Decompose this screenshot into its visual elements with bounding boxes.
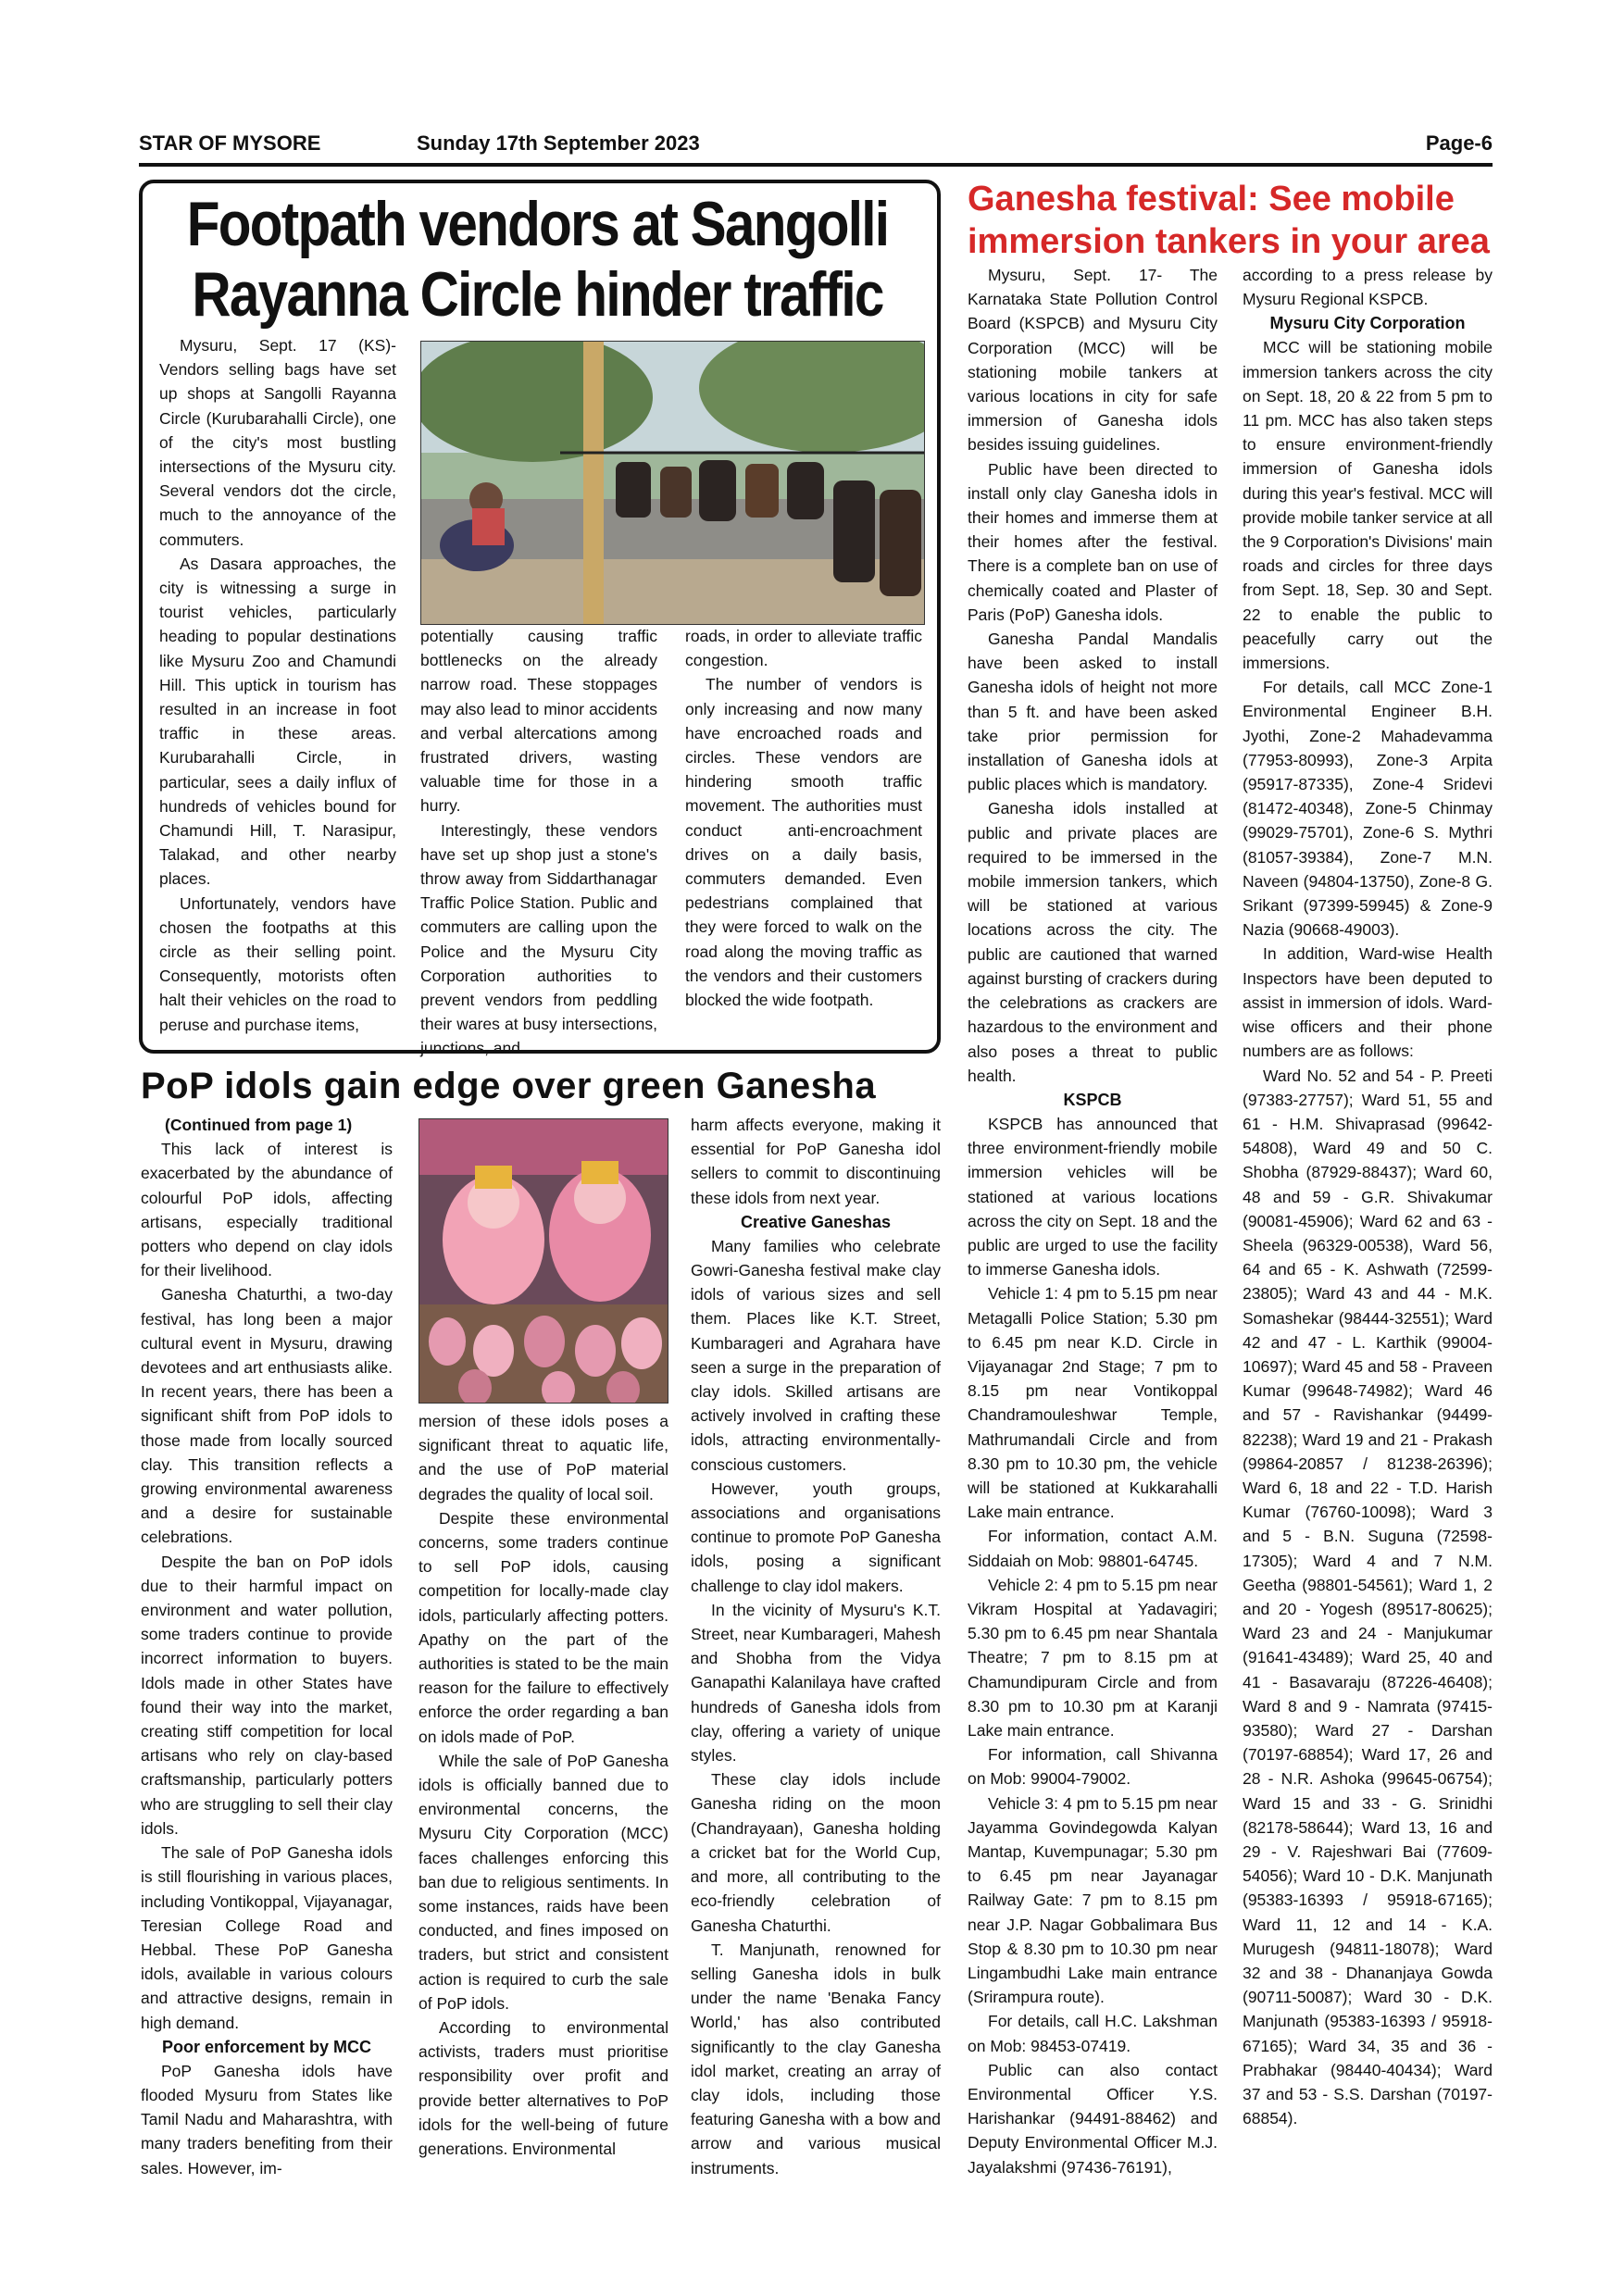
paragraph: Mysuru, Sept. 17 (KS)- Vendors selling bags have set up shops at Sangolli Rayanna Circle (Kurubarahalli Circle), one of the city's most bustling intersections of the Mysuru city. Several vendors dot the circle, much to the annoyance of the commuters. (159, 336, 396, 549)
paragraph: For information, contact A.M. Siddaiah on Mob: 98801-64745. (968, 1527, 1218, 1570)
paragraph: Mysuru, Sept. 17- The Karnataka State Pollution Control Board (KSPCB) and Mysuru City Corporation (MCC) will be stationing mobile tankers at various locations in city for safe immersion of Ganesha idols besides issuing guidelines. (968, 266, 1218, 455)
paragraph: Ward No. 52 and 54 - P. Preeti (97383-27757); Ward 51, 55 and 61 - H.M. Shivaprasad (99642-54808), Ward 49 and 50 C. Shobha (87929-88437); Ward 60, 48 and 59 - G.R. Shivakumar (90081-45906); Ward 62 and 63 - Sheela (96329-00538), Ward 56, 64 and 65 - K. Ashwath (72599-23805); Ward 43 and 44 - M.K. Somashekar (98444-32551); Ward 42 and 47 - L. Karthik (99004-10697); Ward 45 and 58 - Praveen Kumar (99648-74982); Ward 46 and 57 - Ravishankar (94499-82238); Ward 19 and 21 - Prakash (99864-20857 / 81238-26396); Ward 6, 18 and 22 - T.D. Harish Kumar (76760-10098); Ward 3 and 5 - B.N. Suguna (72598-17305); Ward 4 and 7 N.M. Geetha (98801-54561); Ward 1, 2 and 20 - Yogesh (89517-80625); Ward 23 and 24 - Manjukumar (91641-43489); Ward 25, 40 and 41 - Basavaraju (87226-46408); Ward 8 and 9 - Namrata (97415-93580); Ward 27 - Darshan (70197-68854); Ward 17, 26 and 28 - N.R. Ashoka (99645-06754); Ward 15 and 33 - G. Srinidhi (82178-58644); Ward 13, 16 and 29 - V. Rajeshwari Bai (77609-54056); Ward 10 - D.K. Manjunath (95383-16393 / 95918-67165); Ward 11, 12 and 14 - K.A. Murugesh (94811-18078); Ward 32 and 38 - Dhananjaya Gowda (90711-50087); Ward 30 - D.K. Manjunath (95383-16393 / 95918-67165); Ward 34, 35 and 36 - Prabhakar (98440-40434); Ward 37 and 53 - S.S. Darshan (70197-68854). (1243, 1066, 1493, 2128)
page-number: Page-6 (1425, 131, 1493, 155)
paragraph: Ganesha Pandal Mandalis have been asked to install Ganesha idols of height not more than 5 ft. and have been asked take prior permission for installation of Ganesha idols at public places which is mandatory. (968, 630, 1218, 794)
paragraph: Vehicle 1: 4 pm to 5.15 pm near Metagalli Police Station; 5.30 pm to 6.45 pm near K.D. Circle in Vijayanagar 2nd Stage; 7 pm to 8.15 pm near Vontikoppal Chandramouleshwar Temple, Mathrumandali Circle and from 8.30 pm to 10.30 pm, the vehicle will be stationed at Kukkarahalli Lake main entrance. (968, 1284, 1218, 1522)
paragraph: In addition, Ward-wise Health Inspectors have been deputed to assist in immersion of idols. Ward-wise officers and their phone numbers are as follows: (1243, 944, 1493, 1061)
paragraph: harm affects everyone, making it essential for PoP Ganesha idol sellers to commit to discontinuing these idols from next year. (691, 1116, 941, 1207)
headline-pop-idols: PoP idols gain edge over green Ganesha (141, 1066, 877, 1106)
paragraph: Despite the ban on PoP idols due to their harmful impact on environment and water pollution, some traders continue to provide incorrect information to buyers. Idols made in other States have found their way into the market, creating stiff competition for local artisans who rely on clay-based craftsmanship, particularly potters who are struggling to sell their clay idols. (141, 1552, 393, 1838)
issue-date: Sunday 17th September 2023 (417, 131, 700, 155)
headline-ganesha-festival-line1: Ganesha festival: See mobile (968, 180, 1455, 218)
paragraph: T. Manjunath, renowned for selling Ganesha idols in bulk under the name 'Benaka Fancy World,' has also contributed significantly to the clay Ganesha idol market, creating an array of clay idols, including those featuring Ganesha with a bow and arrow and various musical instruments. (691, 1940, 941, 2177)
article-footpath-col2 (420, 624, 657, 1061)
paragraph: potentially causing traffic bottlenecks on the already narrow road. These stoppages may also lead to minor accidents and verbal altercations among frustrated drivers, wasting valuable time for those in a hurry. (420, 627, 657, 816)
headline-ganesha-festival-line2: immersion tankers in your area (968, 222, 1490, 261)
subheading-mysuru-city-corporation: Mysuru City Corporation (1269, 314, 1466, 333)
paragraph: While the sale of PoP Ganesha idols is officially banned due to environmental concerns, the Mysuru City Corporation (MCC) faces challenges enforcing this ban due to religious sentiments. In some instances, raids have been conducted, and fines imposed on traders, but strict and consistent action is required to curb the sale of PoP idols. (418, 1751, 668, 2013)
paragraph: Vehicle 2: 4 pm to 5.15 pm near Vikram Hospital at Yadavagiri; 5.30 pm to 6.45 pm near Shantala Theatre; 7 pm to 8.15 pm at Chamundipuram Circle and from 8.30 pm to 10.30 pm at Karanji Lake main entrance. (968, 1575, 1218, 1740)
article-ganesha-col2 (1243, 263, 1493, 2130)
paragraph: For details, call MCC Zone-1 Environmental Engineer B.H. Jyothi, Zone-2 Mahadevamma (77953-80993), Zone-3 Arpita (95917-87335), Zone-4 Sridevi (81472-40348), Zone-5 Chinmay (99029-75701), Zone-6 S. Mythri (81057-39384), Zone-7 M.N. Naveen (94804-13750), Zone-8 G. Srikant (97399-59945) & Zone-9 Nazia (90668-49003). (1243, 678, 1493, 940)
masthead-rule (139, 163, 1493, 167)
paragraph: Ganesha idols installed at public and private places are required to be immersed in the mobile immersion tankers, which will be stationed at various locations across the city. The public are cautioned that warned against bursting of crackers during the celebrations as crackers are hazardous to the environment and also poses a threat to public health. (968, 799, 1218, 1085)
headline-footpath-line2: Rayanna Circle hinder traffic (192, 259, 883, 330)
paragraph: Interestingly, these vendors have set up shop just a stone's throw away from Siddarthanagar Traffic Police Station. Public and commuters are calling upon the Police and the Mysuru City Corporation authorities to prevent vendors from peddling their wares at busy intersections, junctions, and (420, 820, 657, 1058)
photo-ganesha-idols (418, 1118, 668, 1404)
paragraph: Many families who celebrate Gowri-Ganesha festival make clay idols of various sizes and sell them. Places like K.T. Street, Kumbarageri and Agrahara have seen a surge in the preparation of clay idols. Skilled artisans are actively involved in crafting these idols, attracting environmentally-conscious customers. (691, 1236, 941, 1474)
paragraph: This lack of interest is exacerbated by the abundance of colourful PoP idols, affecting artisans, especially traditional potters who depend on clay idols for their livelihood. (141, 1140, 393, 1280)
article-footpath-col1 (159, 333, 396, 1037)
paragraph: These clay idols include Ganesha riding on the moon (Chandrayaan), Ganesha holding a cricket bat for the World Cup, and more, all contributing to the eco-friendly celebration of Ganesha Chaturthi. (691, 1770, 941, 1935)
paragraph: For information, call Shivanna on Mob: 99004-79002. (968, 1745, 1218, 1789)
paragraph: Public have been directed to install only clay Ganesha idols in their homes and immerse them at their homes after the festival. There is a complete ban on use of chemically coated and Plaster of Paris (PoP) Ganesha idols. (968, 459, 1218, 624)
paragraph: Unfortunately, vendors have chosen the footpaths at this circle as their selling point. Consequently, motorists often halt their vehicles on the road to peruse and purchase items, (159, 893, 396, 1034)
continued-note: (Continued from page 1) (165, 1116, 353, 1134)
headline-footpath-line1: Footpath vendors at Sangolli (186, 189, 889, 259)
paragraph: KSPCB has announced that three environment-friendly mobile immersion vehicles will be stationed at various locations across the city on Sept. 18 and the public are urged to use the facility to immerse Ganesha idols. (968, 1114, 1218, 1279)
paragraph: MCC will be stationing mobile immersion tankers across the city on Sept. 18, 20 & 22 from 5 pm to 11 pm. MCC has also taken steps to ensure environment-friendly immersion of Ganesha idols during this year's festival. MCC will provide mobile tanker service at all the 9 Corporation's Divisions' main roads and circles for three days from Sept. 18, Sep. 30 and Sept. 22 to enable the public to peacefully carry out the immersions. (1243, 338, 1493, 673)
paper-name: STAR OF MYSORE (139, 131, 321, 155)
article-ganesha-col1 (968, 263, 1218, 2179)
paragraph: Despite these environmental concerns, some traders continue to sell PoP idols, causing competition for locally-made clay idols, particularly affecting potters. Apathy on the part of the authorities is stated to be the main reason for the failure to effectively enforce the order regarding a ban on idols made of PoP. (418, 1508, 668, 1746)
subheading-kspcb: KSPCB (1063, 1090, 1122, 1109)
paragraph: mersion of these idols poses a significant threat to aquatic life, and the use of PoP material degrades the quality of local soil. (418, 1412, 668, 1504)
paragraph: However, youth groups, associations and organisations continue to promote PoP Ganesha idols, posing a significant challenge to clay idol makers. (691, 1479, 941, 1595)
paragraph: Vehicle 3: 4 pm to 5.15 pm near Jayamma Govindegowda Kalyan Mantap, Kuvempunagar; 5.30 pm to 6.45 pm near Jayanagar Railway Gate: 7 pm to 8.15 pm near J.P. Nagar Gobbalimara Bus Stop & 8.30 pm to 10.30 pm near Lingambudhi Lake main entrance (Srirampura route). (968, 1793, 1218, 2007)
article-footpath-col3 (685, 624, 922, 1012)
paragraph: As Dasara approaches, the city is witnessing a surge in tourist vehicles, particularly heading to popular destinations like Mysuru Zoo and Chamundi Hill. This uptick in tourism has resulted in an increase in foot traffic in these areas. Kurubarahalli Circle, in particular, sees a daily influx of hundreds of vehicles bound for Chamundi Hill, T. Narasipur, Talakad, and other nearby places. (159, 554, 396, 889)
paragraph: according to a press release by Mysuru Regional KSPCB. (1243, 266, 1493, 309)
article-pop-col3 (691, 1113, 941, 2180)
article-pop-col2 (418, 1409, 668, 2161)
article-pop-col1 (141, 1113, 393, 2180)
photo-bags-vendor (420, 341, 925, 625)
paragraph: In the vicinity of Mysuru's K.T. Street, near Kumbarageri, Mahesh and Shobha from the Vidya Ganapathi Kalanilaya have crafted hundreds of Ganesha idols from clay, offering a variety of unique styles. (691, 1600, 941, 1766)
subheading-poor-enforcement: Poor enforcement by MCC (161, 2037, 372, 2056)
paragraph: The sale of PoP Ganesha idols is still flourishing in various places, including Vontikoppal, Vijayanagar, Teresian College Road and Hebbal. These PoP Ganesha idols, available in various colours and attractive designs, remain in high demand. (141, 1843, 393, 2032)
paragraph: Ganesha Chaturthi, a two-day festival, has long been a major cultural event in Mysuru, drawing devotees and art enthusiasts alike. In recent years, there has been a significant shift from PoP idols to those made from locally sourced clay. This transition reflects a growing environmental awareness and a desire for sustainable celebrations. (141, 1285, 393, 1547)
paragraph: For details, call H.C. Lakshman on Mob: 98453-07419. (968, 2012, 1218, 2055)
paragraph: The number of vendors is only increasing and now many have encroached roads and circles. These vendors are hindering smooth traffic movement. The authorities must conduct anti-encroachment drives on a daily basis, commuters demanded. Even pedestrians complained that they were forced to walk on the road along the moving traffic as the vendors and their customers blocked the wide footpath. (685, 675, 922, 1010)
paragraph: roads, in order to alleviate traffic congestion. (685, 627, 922, 670)
subheading-creative-ganeshas: Creative Ganeshas (740, 1212, 892, 1231)
paragraph: PoP Ganesha idols have flooded Mysuru from States like Tamil Nadu and Maharashtra, with many traders benefiting from their sales. However, im- (141, 2061, 393, 2177)
masthead (139, 131, 1493, 165)
paragraph: According to environmental activists, traders must prioritise responsibility over profit and provide better alternatives to PoP idols for the well-being of future generations. Environmental (418, 2018, 668, 2159)
paragraph: Public can also contact Environmental Officer Y.S. Harishankar (94491-88462) and Deputy Environmental Officer M.J. Jayalakshmi (97436-76191), (968, 2060, 1218, 2177)
